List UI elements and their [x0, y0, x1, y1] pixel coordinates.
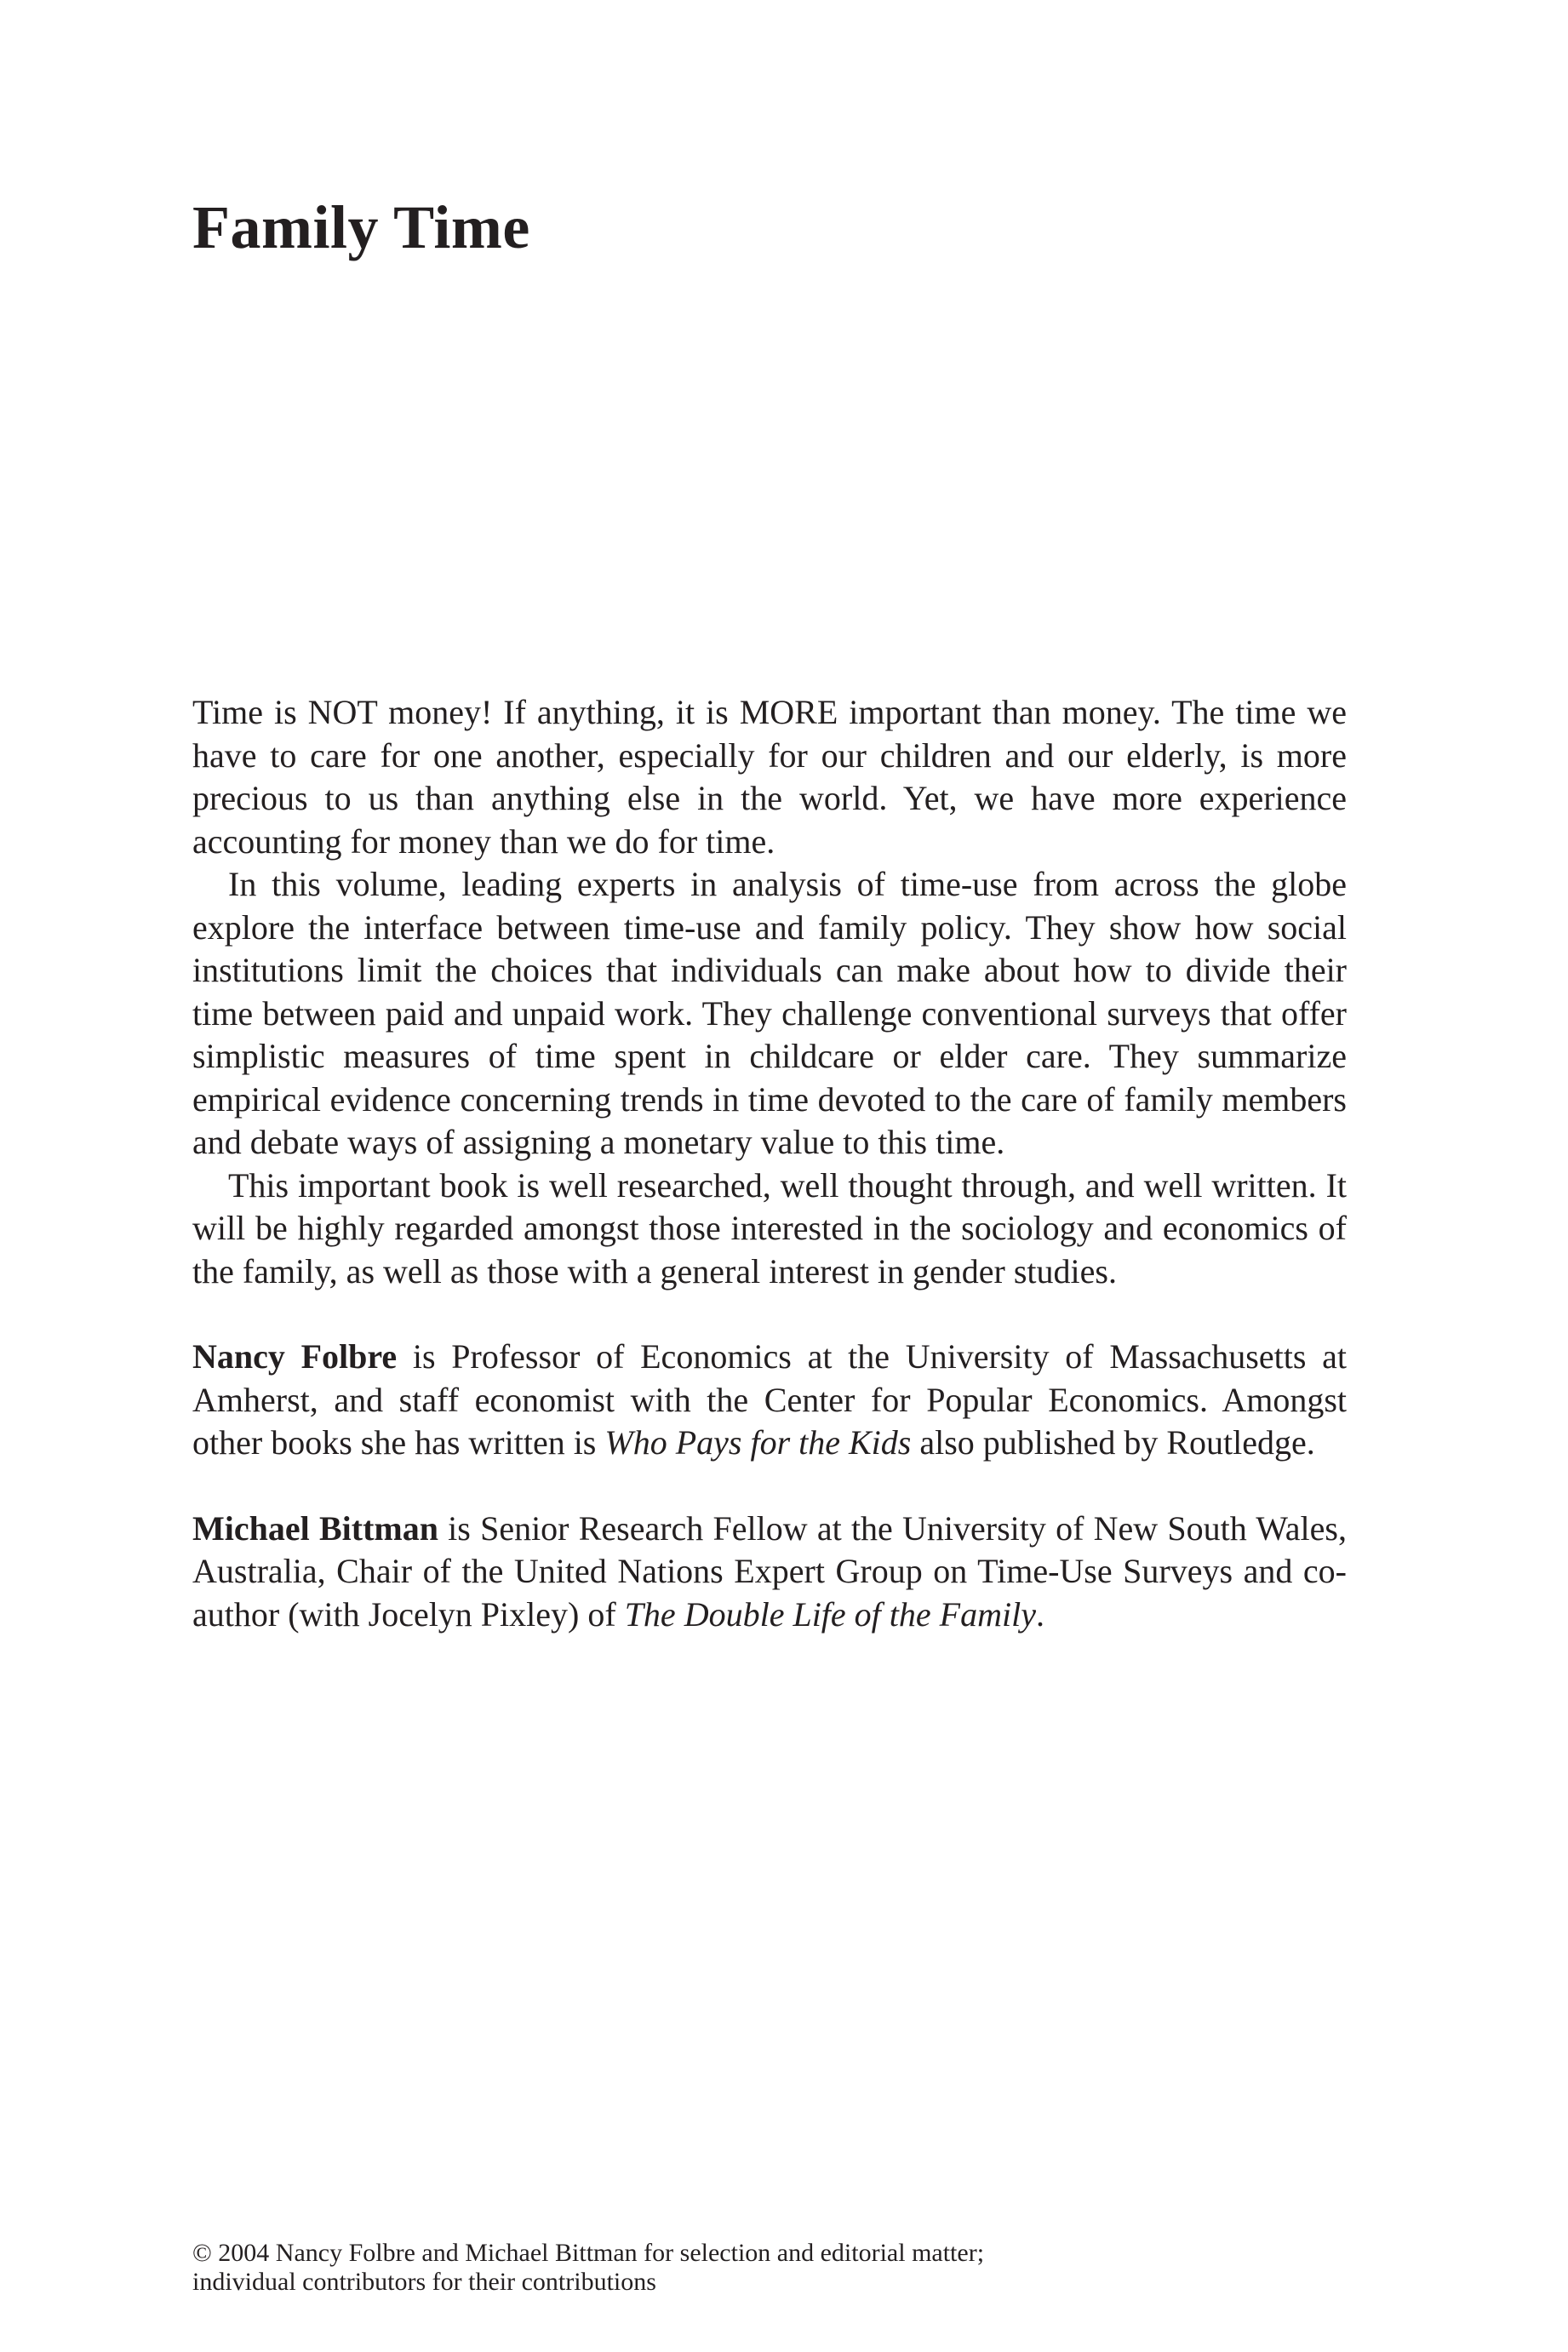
copyright-notice	[192, 2239, 1384, 2297]
book-title: The Double Life of the Family	[624, 1594, 1036, 1634]
page-title: Family Time	[192, 193, 530, 261]
copyright-line: individual contributors for their contributions	[192, 2268, 656, 2296]
author-name: Michael Bittman	[192, 1508, 438, 1548]
author-bio-bittman	[192, 1508, 1347, 1637]
blurb-paragraph: Time is NOT money! If anything, it is MORE important than money. The time we have to care for one another, especially for our children and our elderly, is more precious to us than anything else in the world. Yet, we have more experience accounting for money than we do for time.	[192, 693, 1347, 861]
blurb-paragraph: In this volume, leading experts in analysis of time-use from across the globe explore the interface between time-use and family policy. They show how social institutions limit the choices that individuals can make about how to divide their time between paid and unpaid work. They challenge conventional surveys that offer simplistic measures of time spent in childcare or elder care. They summarize empirical evidence concerning trends in time devoted to the care of family members and debate ways of assigning a monetary value to this time.	[192, 865, 1347, 1161]
bio-text: is Professor of Economics at the University of Massachusetts at Amherst, and staff economist with the Center for Popular Economics. Amongst other books she has written is	[192, 1337, 1347, 1462]
author-name: Nancy Folbre	[192, 1337, 398, 1376]
author-bio-folbre	[192, 1336, 1347, 1465]
bio-text: is Senior Research Fellow at the University of New South Wales, Australia, Chair of the United Nations Expert Group on Time-Use Surveys and co-author (with Jocelyn Pixley) of	[192, 1508, 1347, 1634]
bio-text: .	[1035, 1594, 1044, 1634]
book-title: Who Pays for the Kids	[604, 1423, 912, 1462]
blurb-paragraph: This important book is well researched, well thought through, and well written. It will be highly regarded amongst those interested in the sociology and economics of the family, as well as those with a general interest in gender studies.	[192, 1165, 1347, 1290]
bio-text: also published by Routledge.	[911, 1423, 1315, 1462]
book-blurb	[192, 691, 1347, 1636]
copyright-line: © 2004 Nancy Folbre and Michael Bittman for selection and editorial matter;	[192, 2239, 985, 2267]
